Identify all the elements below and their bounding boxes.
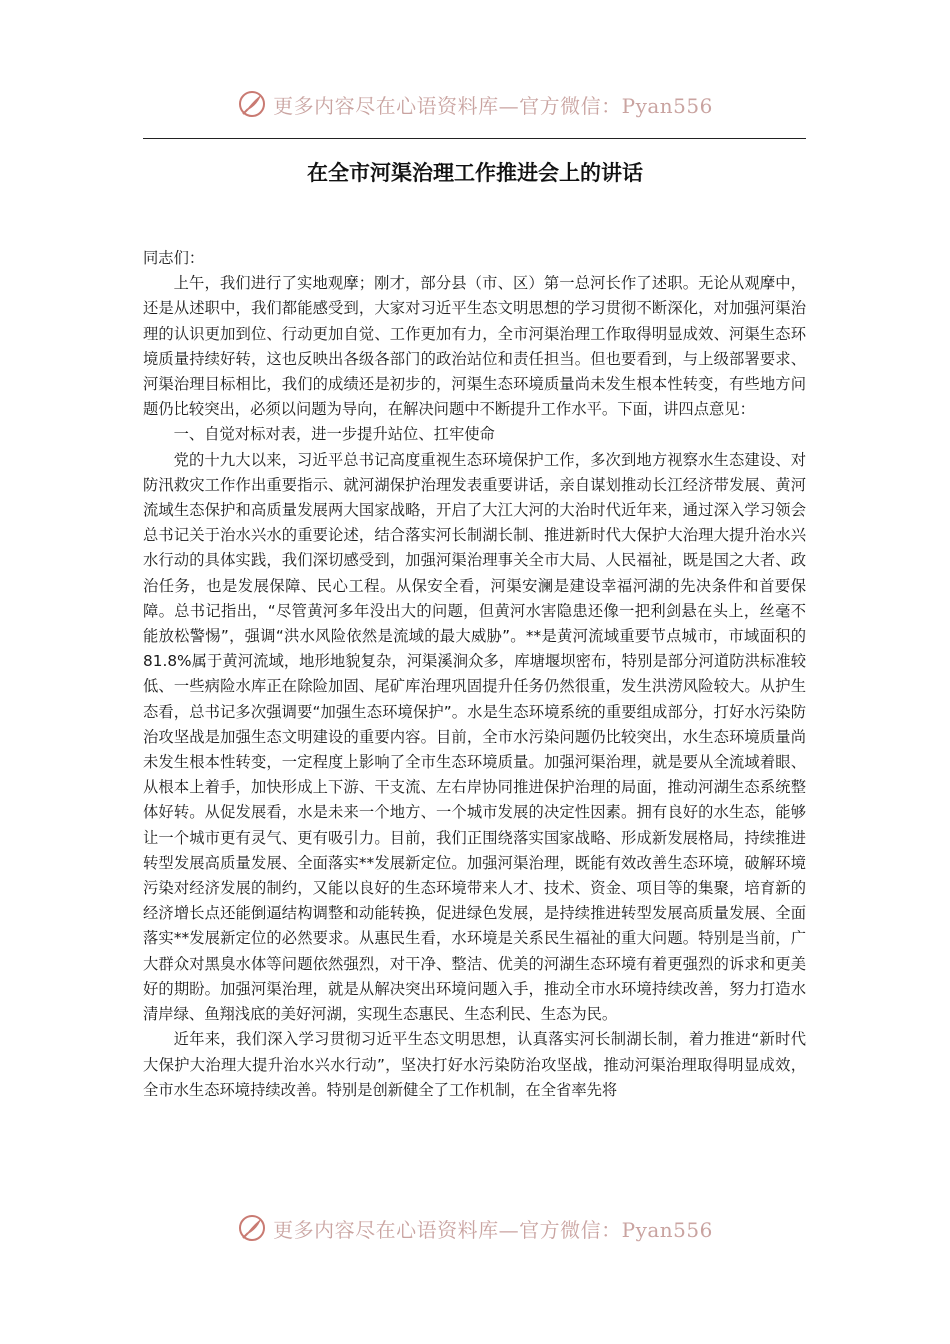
document-body [143, 246, 806, 1103]
quill-pen-logo-icon [237, 89, 267, 119]
watermark-footer [0, 1208, 950, 1248]
quill-pen-logo-icon [237, 1213, 267, 1243]
paragraph-intro: 上午，我们进行了实地观摩；刚才，部分县（市、区）第一总河长作了述职。无论从观摩中，还是从述职中，我们都能感受到，大家对习近平生态文明思想的学习贯彻不断深化，对加强河渠治理的认识更加到位、行动更加自觉、工作更加有力，全市河渠治理工作取得明显成效、河渠生态环境质量持续好转，这也反映出各级各部门的政治站位和责任担当。但也要看到，与上级部署要求、河渠治理目标相比，我们的成绩还是初步的，河渠生态环境质量尚未发生根本性转变，有些地方问题仍比较突出，必须以问题为导向，在解决问题中不断提升工作水平。下面，讲四点意见： [143, 274, 806, 419]
watermark-text: 更多内容尽在心语资料库—官方微信：Pyan556 [273, 1217, 713, 1242]
watermark-text: 更多内容尽在心语资料库—官方微信：Pyan556 [273, 93, 713, 118]
paragraph-recent-years: 近年来，我们深入学习贯彻习近平生态文明思想，认真落实河长制湖长制，着力推进“新时代大保护大治理大提升治水兴水行动”，坚决打好水污染防治攻坚战，推动河渠治理取得明显成效，全市水生态环境持续改善。特别是创新健全了工作机制，在全省率先将 [143, 1030, 806, 1099]
section-heading-1: 一、自觉对标对表，进一步提升站位、扛牢使命 [173, 425, 495, 444]
header-divider [143, 138, 806, 139]
document-title: 在全市河渠治理工作推进会上的讲话 [307, 161, 643, 185]
salutation: 同志们： [143, 249, 205, 267]
watermark-header [0, 84, 950, 124]
paragraph-section-1: 党的十九大以来，习近平总书记高度重视生态环境保护工作，多次到地方视察水生态建设、对防汛救灾工作作出重要指示、就河湖保护治理发表重要讲话，亲自谋划推动长江经济带发展、黄河流域生态保护和高质量发展两大国家战略，开启了大江大河的大治时代近年来，通过深入学习领会总书记关于治水兴水的重要论述，结合落实河长制湖长制、推进新时代大保护大治理大提升治水兴水行动的具体实践，我们深切感受到，加强河渠治理事关全市大局、人民福祉，既是国之大者、政治任务，也是发展保障、民心工程。从保安全看，河渠安澜是建设幸福河湖的先决条件和首要保障。总书记指出，“尽管黄河多年没出大的问题，但黄河水害隐患还像一把利剑悬在头上，丝毫不能放松警惕”，强调“洪水风险依然是流域的最大威胁”。**是黄河流域重要节点城市，市域面积的81.8%属于黄河流域，地形地貌复杂，河渠溪涧众多，库塘堰坝密布，特别是部分河道防洪标准较低、一些病险水库正在除险加固、尾矿库治理巩固提升任务仍然很重，发生洪涝风险较大。从护生态看，总书记多次强调要“加强生态环境保护”。水是生态环境系统的重要组成部分，打好水污染防治攻坚战是加强生态文明建设的重要内容。目前，全市水污染问题仍比较突出，水生态环境质量尚未发生根本性转变，一定程度上影响了全市生态环境质量。加强河渠治理，就是要从全流域着眼、从根本上着手，加快形成上下游、干支流、左右岸协同推进保护治理的局面，推动河湖生态系统整体好转。从促发展看，水是未来一个地方、一个城市发展的决定性因素。拥有良好的水生态，能够让一个城市更有灵气、更有吸引力。目前，我们正围绕落实国家战略、形成新发展格局，持续推进转型发展高质量发展、全面落实**发展新定位。加强河渠治理，既能有效改善生态环境，破解环境污染对经济发展的制约，又能以良好的生态环境带来人才、技术、资金、项目等的集聚，培育新的经济增长点还能倒逼结构调整和动能转换，促进绿色发展，是持续推进转型发展高质量发展、全面落实**发展新定位的必然要求。从惠民生看，水环境是关系民生福祉的重大问题。特别是当前，广大群众对黑臭水体等问题依然强烈，对干净、整洁、优美的河湖生态环境有着更强烈的诉求和更美好的期盼。加强河渠治理，就是从解决突出环境问题入手，推动全市水环境持续改善，努力打造水清岸绿、鱼翔浅底的美好河湖，实现生态惠民、生态利民、生态为民。 [143, 450, 806, 1024]
